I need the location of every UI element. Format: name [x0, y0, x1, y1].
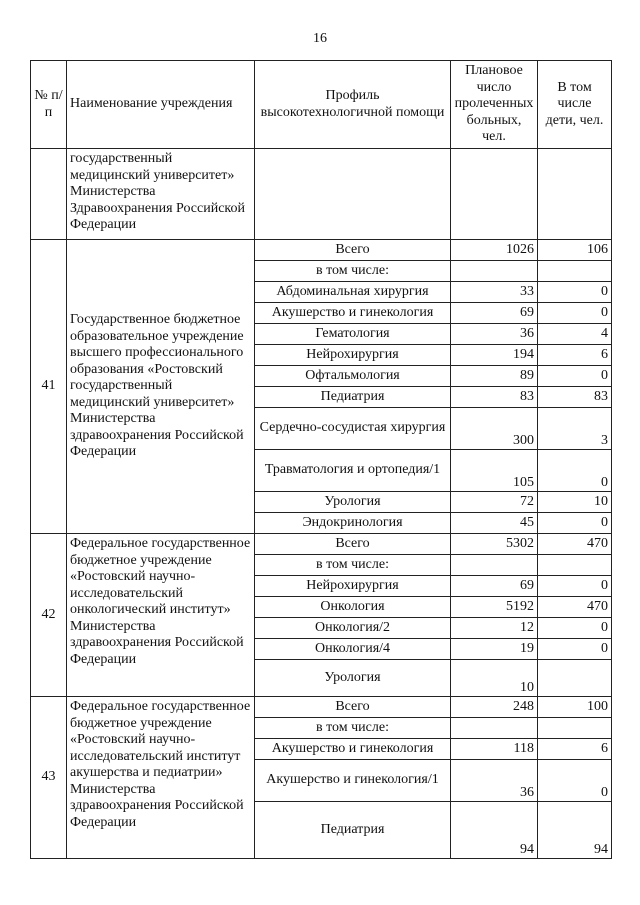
- profile-cell: Нейрохирургия: [255, 345, 451, 366]
- planned-cell: 300: [451, 408, 538, 450]
- profile-cell: Нейрохирургия: [255, 576, 451, 597]
- planned-cell: 1026: [451, 240, 538, 261]
- children-cell: [538, 660, 612, 697]
- children-cell: 0: [538, 366, 612, 387]
- profile-cell: Всего: [255, 240, 451, 261]
- profile-cell: Офтальмология: [255, 366, 451, 387]
- profile-cell: Педиатрия: [255, 802, 451, 859]
- planned-cell: 118: [451, 739, 538, 760]
- planned-cell: 69: [451, 303, 538, 324]
- children-cell: 6: [538, 739, 612, 760]
- children-cell: 0: [538, 760, 612, 802]
- planned-cell: 36: [451, 324, 538, 345]
- planned-cell: 12: [451, 618, 538, 639]
- continuation-profile: [255, 149, 451, 240]
- header-children: В том числе дети, чел.: [538, 61, 612, 149]
- profile-cell: Сердечно-сосудистая хирургия: [255, 408, 451, 450]
- profile-cell: Онкология/4: [255, 639, 451, 660]
- profile-cell: Всего: [255, 534, 451, 555]
- profile-cell: Онкология/2: [255, 618, 451, 639]
- children-cell: 83: [538, 387, 612, 408]
- children-cell: 0: [538, 282, 612, 303]
- continuation-num: [31, 149, 67, 240]
- children-cell: 0: [538, 450, 612, 492]
- profile-cell: Акушерство и гинекология: [255, 303, 451, 324]
- table-row: [31, 240, 612, 261]
- planned-cell: 10: [451, 660, 538, 697]
- profile-cell: Урология: [255, 660, 451, 697]
- children-cell: 470: [538, 597, 612, 618]
- planned-cell: 105: [451, 450, 538, 492]
- children-cell: 0: [538, 618, 612, 639]
- children-cell: 0: [538, 576, 612, 597]
- planned-cell: 45: [451, 513, 538, 534]
- children-cell: 4: [538, 324, 612, 345]
- table-row: [31, 697, 612, 718]
- planned-cell: 94: [451, 802, 538, 859]
- page-number: 16: [313, 31, 327, 46]
- group-name: Федеральное государственное бюджетное учреждение «Ростовский научно-исследовательский институт акушерства и педиатрии» Министерства здравоохранения Российской Федерации: [67, 697, 255, 859]
- header-row: [31, 61, 612, 149]
- planned-cell: 89: [451, 366, 538, 387]
- continuation-row: [31, 149, 612, 240]
- table-row: [31, 534, 612, 555]
- planned-cell: 5192: [451, 597, 538, 618]
- planned-cell: [451, 261, 538, 282]
- planned-cell: 72: [451, 492, 538, 513]
- profile-cell: Акушерство и гинекология/1: [255, 760, 451, 802]
- profile-cell: в том числе:: [255, 718, 451, 739]
- header-name: Наименование учреждения: [67, 61, 255, 149]
- group-num: 43: [31, 697, 67, 859]
- planned-cell: [451, 555, 538, 576]
- group-num: 41: [31, 240, 67, 534]
- profile-cell: Гематология: [255, 324, 451, 345]
- planned-cell: 248: [451, 697, 538, 718]
- planned-cell: 194: [451, 345, 538, 366]
- header-planned: Плановое число пролеченных больных, чел.: [451, 61, 538, 149]
- header-profile: Профиль высокотехнологичной помощи: [255, 61, 451, 149]
- children-cell: 0: [538, 639, 612, 660]
- children-cell: 0: [538, 513, 612, 534]
- planned-cell: 83: [451, 387, 538, 408]
- profile-cell: Травматология и ортопедия/1: [255, 450, 451, 492]
- children-cell: [538, 555, 612, 576]
- children-cell: 106: [538, 240, 612, 261]
- children-cell: 100: [538, 697, 612, 718]
- profile-cell: Эндокринология: [255, 513, 451, 534]
- planned-cell: 33: [451, 282, 538, 303]
- children-cell: 0: [538, 303, 612, 324]
- children-cell: 6: [538, 345, 612, 366]
- profile-cell: в том числе:: [255, 555, 451, 576]
- planned-cell: 5302: [451, 534, 538, 555]
- children-cell: 470: [538, 534, 612, 555]
- planned-cell: 69: [451, 576, 538, 597]
- profile-cell: Акушерство и гинекология: [255, 739, 451, 760]
- profile-cell: Всего: [255, 697, 451, 718]
- group-name: Государственное бюджетное образовательное учреждение высшего профессионального образования «Ростовский государственный медицинский университет» Министерства здравоохранения Российской Федерации: [67, 240, 255, 534]
- planned-cell: [451, 718, 538, 739]
- profile-cell: Онкология: [255, 597, 451, 618]
- profile-cell: Педиатрия: [255, 387, 451, 408]
- profile-cell: Урология: [255, 492, 451, 513]
- planned-cell: 36: [451, 760, 538, 802]
- profile-cell: в том числе:: [255, 261, 451, 282]
- children-cell: [538, 261, 612, 282]
- children-cell: 94: [538, 802, 612, 859]
- children-cell: 3: [538, 408, 612, 450]
- continuation-children: [538, 149, 612, 240]
- hospitals-table: [30, 60, 612, 859]
- continuation-planned: [451, 149, 538, 240]
- children-cell: [538, 718, 612, 739]
- group-num: 42: [31, 534, 67, 697]
- continuation-name: государственный медицинский университет» Министерства Здравоохранения Российской Федерации: [67, 149, 255, 240]
- header-num: № п/п: [31, 61, 67, 149]
- planned-cell: 19: [451, 639, 538, 660]
- children-cell: 10: [538, 492, 612, 513]
- group-name: Федеральное государственное бюджетное учреждение «Ростовский научно-исследовательский онкологический институт» Министерства здравоохранения Российской Федерации: [67, 534, 255, 697]
- profile-cell: Абдоминальная хирургия: [255, 282, 451, 303]
